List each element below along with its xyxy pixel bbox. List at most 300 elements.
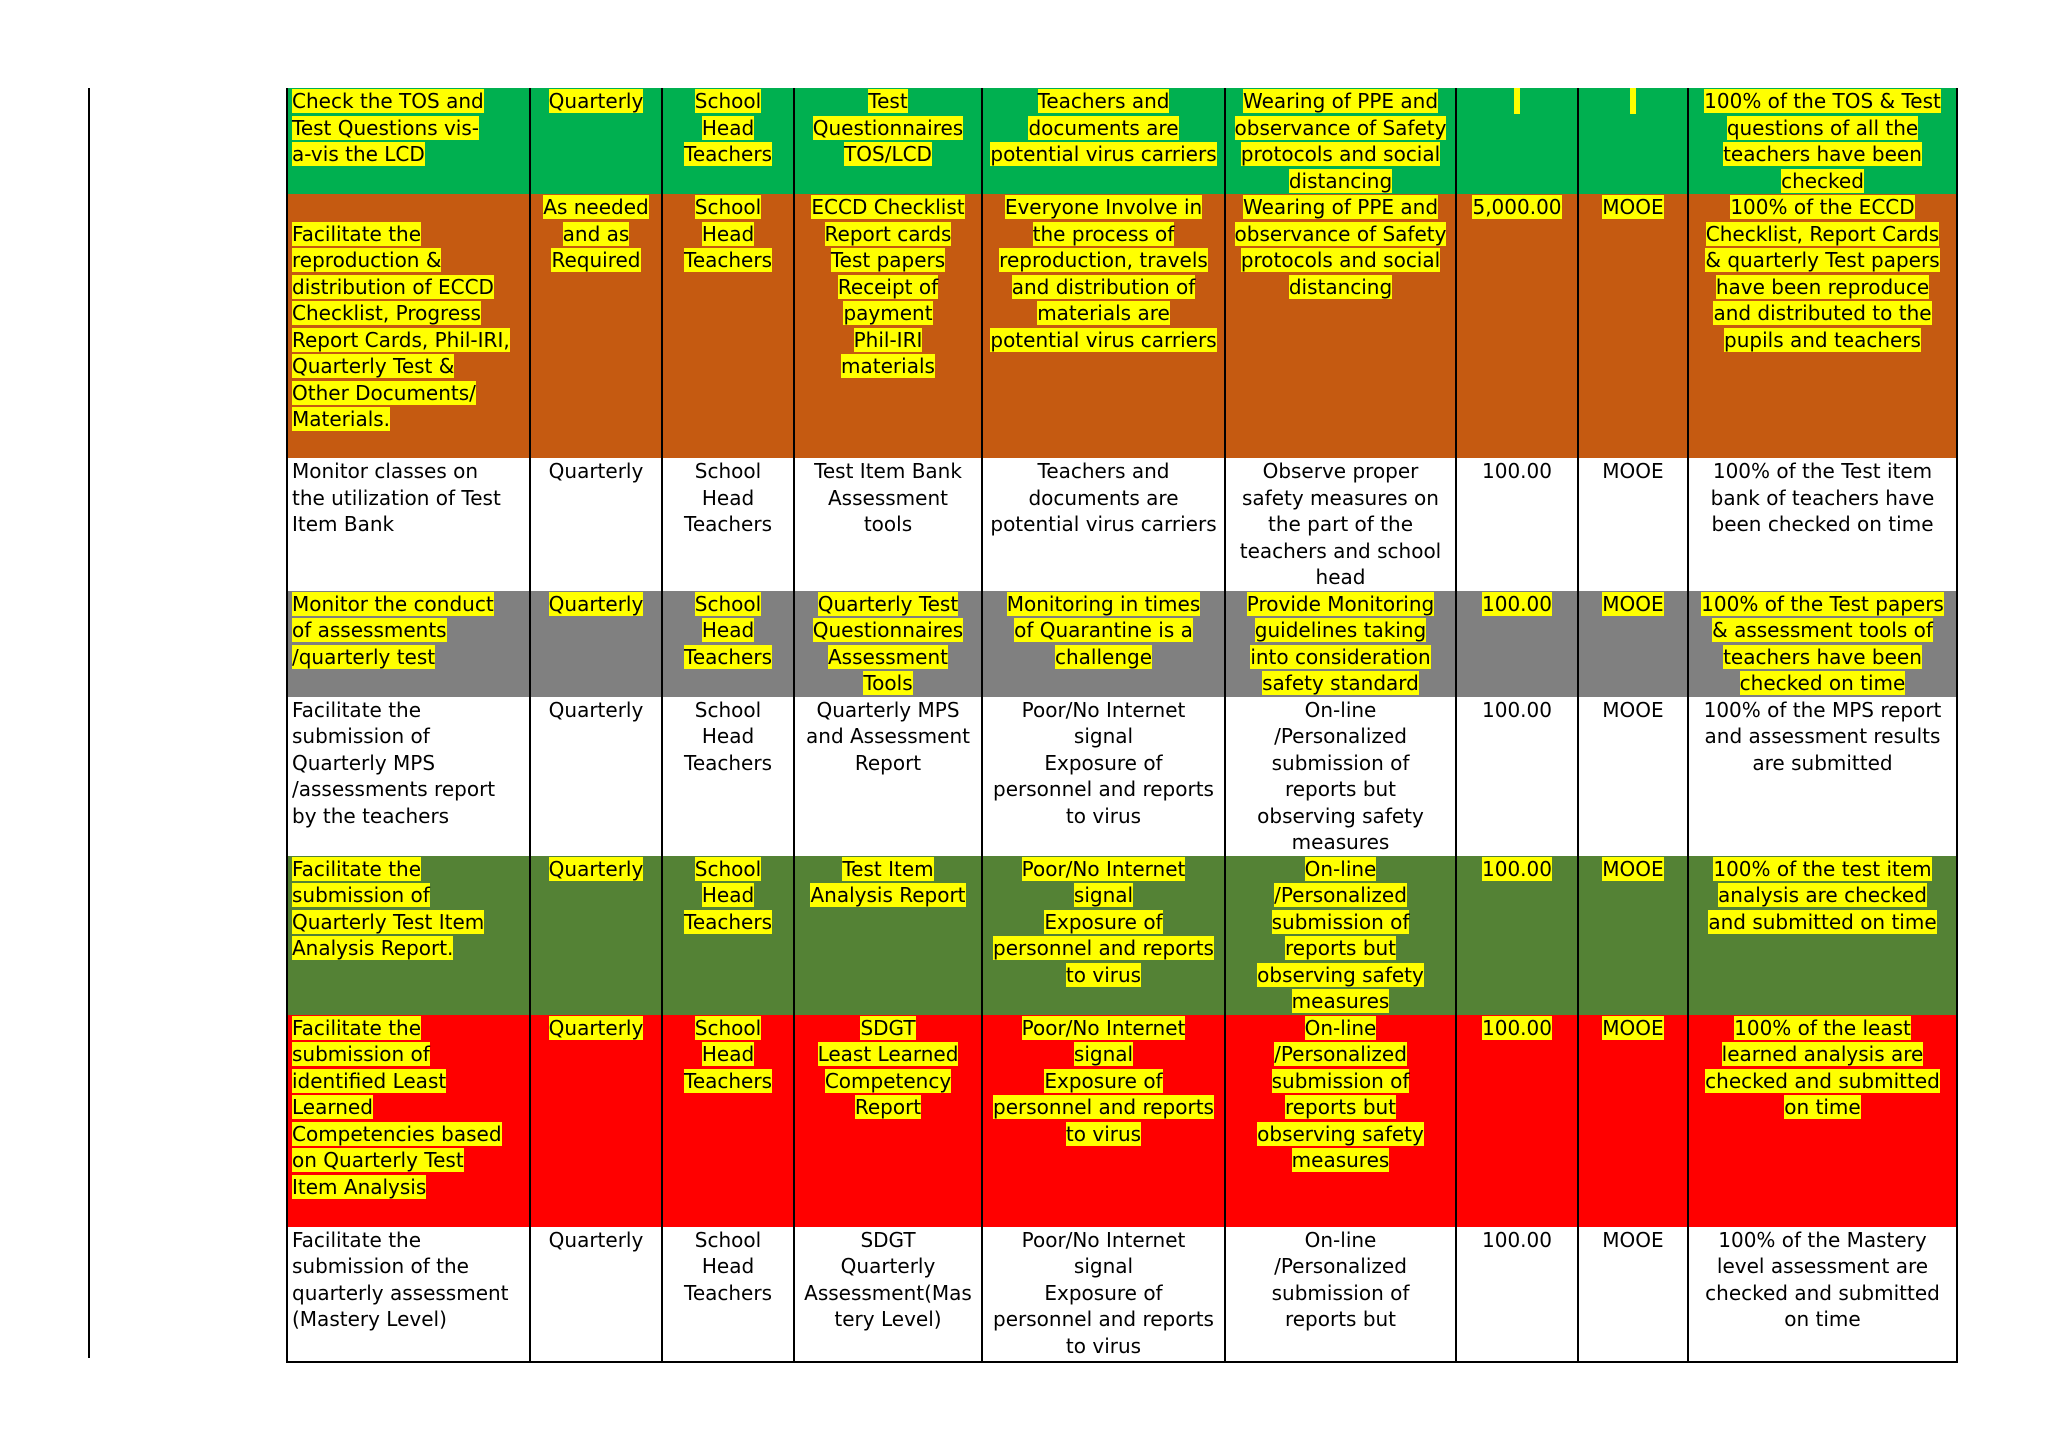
cell-line (987, 909, 1220, 936)
cell-text: /Personalized (1274, 883, 1407, 907)
cell-line (292, 591, 525, 618)
cell-text: On-line (1304, 697, 1377, 722)
cell-text: Quarterly (548, 1227, 644, 1252)
cell-line (1693, 115, 1952, 142)
persons-involved-cell (662, 591, 794, 697)
cell-text: MOOE (1602, 459, 1664, 483)
fund-source-cell (1578, 591, 1688, 697)
cell-line (1230, 1253, 1451, 1280)
cell-line (987, 882, 1220, 909)
cell-line (1693, 1094, 1952, 1121)
cell-line (1230, 882, 1451, 909)
cell-line (292, 300, 525, 327)
cell-line (1693, 1253, 1952, 1280)
cell-text (292, 195, 298, 219)
cell-text: measures (1291, 830, 1390, 854)
cell-line (799, 882, 977, 909)
cell-line (1230, 141, 1451, 168)
risk-cell (982, 458, 1225, 591)
fund-source-cell (1578, 88, 1688, 194)
cell-line (1693, 644, 1952, 671)
cell-line (1230, 1306, 1451, 1333)
persons-involved-cell (662, 88, 794, 194)
cell-line (535, 458, 657, 485)
table-row (287, 458, 1957, 591)
cell-line (799, 856, 977, 883)
cell-text: Poor/No Internet (1021, 697, 1186, 722)
cell-line (987, 115, 1220, 142)
cell-text: 100% of the Test papers (1701, 591, 1944, 616)
cell-line (799, 723, 977, 750)
fund-source-cell (1578, 1227, 1688, 1362)
cell-line (1230, 168, 1451, 195)
cell-text: MOOE (1602, 856, 1664, 881)
cell-text: head (1315, 565, 1366, 589)
cell-line (667, 88, 789, 115)
cell-line (799, 1068, 977, 1095)
cell-text: Everyone Involve in (1004, 195, 1203, 219)
cell-line (1230, 723, 1451, 750)
cell-line (1230, 538, 1451, 565)
cell-text: 100% of the Test item (1712, 459, 1933, 483)
cell-line (667, 247, 789, 274)
budget-cell (1456, 88, 1578, 194)
cell-text: Checklist, Report Cards (1705, 221, 1940, 246)
cell-line (667, 511, 789, 538)
cell-line (292, 221, 525, 248)
cell-text: Other Documents/ (292, 380, 476, 405)
cell-line (292, 803, 525, 830)
cell-line (1583, 856, 1683, 883)
cell-line (1461, 194, 1573, 221)
cell-text: Analysis Report (810, 883, 966, 907)
activity-cell (287, 1227, 530, 1362)
budget-cell (1456, 856, 1578, 1015)
cell-line (292, 406, 525, 433)
cell-line (292, 697, 525, 724)
cell-text: School (694, 591, 762, 616)
cell-text: & assessment tools of (1712, 618, 1933, 642)
cell-text: Teachers (684, 909, 772, 934)
cell-line (799, 247, 977, 274)
cell-text: personnel and reports (993, 777, 1214, 801)
fund-source-cell (1578, 697, 1688, 856)
cell-text: Questionnaires (812, 618, 964, 642)
cell-line (667, 458, 789, 485)
cell-line (1693, 88, 1952, 115)
persons-involved-cell (662, 194, 794, 458)
cell-line (987, 141, 1220, 168)
cell-text: analysis are checked (1718, 883, 1927, 907)
cell-text: submission of (1271, 1280, 1410, 1305)
cell-line (987, 1227, 1220, 1254)
cell-text: submission of (1271, 1068, 1410, 1093)
cell-line (1693, 141, 1952, 168)
cell-text: 100% of the least (1734, 1015, 1911, 1040)
mitigation-cell (1225, 88, 1456, 194)
cell-line (667, 485, 789, 512)
cell-line (535, 1227, 657, 1254)
cell-line (292, 458, 525, 485)
cell-line (987, 1333, 1220, 1360)
success-indicator-cell (1688, 856, 1957, 1015)
cell-text: measures (1291, 989, 1390, 1013)
risk-cell (982, 591, 1225, 697)
cell-text: 100% of the Mastery (1718, 1227, 1927, 1252)
cell-text: the part of the (1267, 512, 1413, 536)
cell-text: observing safety (1257, 1121, 1424, 1146)
cell-line (799, 274, 977, 301)
table-row (287, 856, 1957, 1015)
cell-line (987, 962, 1220, 989)
cell-line (292, 750, 525, 777)
cell-text: & quarterly Test papers (1705, 248, 1940, 272)
cell-text: payment (843, 301, 933, 325)
cell-line (799, 327, 977, 354)
resources-cell (794, 856, 982, 1015)
cell-line (799, 141, 977, 168)
cell-line (1693, 617, 1952, 644)
cell-line (1693, 327, 1952, 354)
cell-line (1230, 88, 1451, 115)
cell-text: Exposure of (1044, 909, 1163, 934)
cell-text: level assessment are (1716, 1254, 1929, 1278)
cell-line (1461, 1015, 1573, 1042)
cell-text: submission of (292, 1042, 430, 1066)
cell-line (292, 141, 525, 168)
cell-text: Head (701, 724, 755, 748)
success-indicator-cell (1688, 458, 1957, 591)
cell-line (799, 591, 977, 618)
success-indicator-cell (1688, 1227, 1957, 1362)
cell-text: Head (701, 618, 755, 642)
table-row (287, 1227, 1957, 1362)
cell-text: Test (868, 89, 908, 113)
cell-line (667, 856, 789, 883)
cell-line (799, 750, 977, 777)
cell-line (987, 591, 1220, 618)
cell-text: Least Learned (817, 1042, 959, 1066)
cell-text: to virus (1065, 1121, 1142, 1146)
cell-line (987, 723, 1220, 750)
cell-line (1230, 750, 1451, 777)
cell-line (1693, 750, 1952, 777)
cell-text: Teachers (684, 248, 772, 272)
risk-cell (982, 856, 1225, 1015)
cell-text: checked and submitted (1705, 1068, 1940, 1093)
mitigation-cell (1225, 194, 1456, 458)
cell-text: Facilitate the (292, 221, 422, 246)
fund-source-cell (1578, 194, 1688, 458)
mitigation-cell (1225, 458, 1456, 591)
cell-text: submission of (1271, 909, 1410, 934)
cell-text: reports but (1284, 936, 1397, 960)
cell-text: SDGT (860, 1227, 916, 1252)
cell-text: 100% of the ECCD (1730, 195, 1915, 219)
cell-line (1693, 247, 1952, 274)
cell-text: Quarterly (548, 89, 644, 113)
cell-line (535, 194, 657, 221)
activity-cell (287, 458, 530, 591)
cell-text: Facilitate the (292, 1227, 422, 1252)
cell-line (987, 247, 1220, 274)
cell-line (292, 115, 525, 142)
cell-text: School (694, 89, 762, 113)
budget-cell (1456, 194, 1578, 458)
cell-text: On-line (1304, 856, 1377, 881)
cell-line (1230, 856, 1451, 883)
cell-line (667, 644, 789, 671)
cell-text: quarterly assessment (292, 1280, 509, 1305)
cell-text: Head (701, 1254, 755, 1278)
cell-line (1583, 1015, 1683, 1042)
cell-line (1693, 882, 1952, 909)
cell-line (1230, 1015, 1451, 1042)
cell-text: Facilitate the (292, 856, 422, 881)
cell-line (292, 1094, 525, 1121)
cell-line (667, 1227, 789, 1254)
resources-cell (794, 591, 982, 697)
cell-text: School (694, 697, 762, 722)
cell-text: Checklist, Progress (292, 301, 481, 325)
time-frame-cell (530, 697, 662, 856)
persons-involved-cell (662, 856, 794, 1015)
cell-text: MOOE (1602, 1015, 1664, 1040)
cell-text: observing safety (1257, 962, 1424, 987)
cell-line (987, 1306, 1220, 1333)
cell-line (1230, 1094, 1451, 1121)
cell-text: School (694, 1015, 762, 1040)
cell-line (1693, 274, 1952, 301)
risk-cell (982, 697, 1225, 856)
budget-cell (1456, 697, 1578, 856)
cell-line (292, 776, 525, 803)
table-row (287, 591, 1957, 697)
cell-line (292, 194, 525, 221)
cell-text: Report Cards, Phil-IRI, (292, 327, 510, 352)
cell-line (1230, 1068, 1451, 1095)
time-frame-cell (530, 194, 662, 458)
cell-text: Assessment (828, 644, 948, 669)
cell-line (292, 935, 525, 962)
cell-line (799, 458, 977, 485)
cell-line (535, 221, 657, 248)
activity-cell (287, 194, 530, 458)
cell-line (667, 591, 789, 618)
cell-line (667, 617, 789, 644)
cell-text: 5,000.00 (1472, 195, 1562, 219)
cell-line (987, 803, 1220, 830)
cell-line (535, 1015, 657, 1042)
cell-text: of assessments (292, 618, 447, 642)
cell-line (987, 1068, 1220, 1095)
cell-text: Head (701, 1042, 755, 1066)
cell-text: Item Analysis (292, 1174, 427, 1199)
cell-line (987, 511, 1220, 538)
cell-text: Facilitate the (292, 697, 422, 722)
cell-line (799, 1227, 977, 1254)
cell-line (667, 1015, 789, 1042)
cell-line (667, 909, 789, 936)
mitigation-cell (1225, 1015, 1456, 1227)
cell-line (1230, 617, 1451, 644)
resources-cell (794, 458, 982, 591)
cell-text: Observe proper (1262, 459, 1419, 483)
cell-text: Quarterly Test & (292, 354, 455, 378)
cell-text: Exposure of (1044, 1280, 1163, 1305)
cell-text: teachers and school (1239, 538, 1442, 563)
cell-line (292, 617, 525, 644)
left-margin-rule (88, 88, 90, 1358)
cell-text: distancing (1288, 168, 1393, 193)
cell-text: MOOE (1602, 1227, 1664, 1252)
mitigation-cell (1225, 591, 1456, 697)
cell-text: reports but (1284, 1095, 1397, 1119)
cell-text: observing safety (1257, 803, 1424, 828)
cell-line (799, 115, 977, 142)
cell-line (1693, 1227, 1952, 1254)
cell-line (987, 697, 1220, 724)
mitigation-cell (1225, 1227, 1456, 1362)
cell-line (987, 1094, 1220, 1121)
cell-line (535, 88, 657, 115)
cell-text: On-line (1304, 1227, 1377, 1252)
cell-text: the utilization of Test (292, 485, 501, 510)
cell-line (987, 1015, 1220, 1042)
cell-line (667, 1280, 789, 1307)
success-indicator-cell (1688, 1015, 1957, 1227)
cell-text: Poor/No Internet (1021, 1015, 1186, 1040)
cell-text: signal (1073, 724, 1134, 748)
cell-text: potential virus carriers (990, 327, 1217, 352)
cell-line (1230, 1041, 1451, 1068)
cell-text: been checked on time (1711, 512, 1934, 536)
cell-text: School (694, 195, 762, 219)
cell-text: documents are (1028, 485, 1179, 510)
cell-text: Wearing of PPE and (1242, 195, 1439, 219)
cell-line (799, 1306, 977, 1333)
cell-text: Exposure of (1044, 1068, 1163, 1093)
cell-line (799, 194, 977, 221)
risk-cell (982, 1015, 1225, 1227)
cell-line (799, 697, 977, 724)
cell-line (292, 380, 525, 407)
persons-involved-cell (662, 458, 794, 591)
cell-line (1230, 670, 1451, 697)
cell-text: Quarterly (548, 1015, 644, 1040)
cell-text: Head (701, 221, 755, 246)
budget-cell (1456, 1227, 1578, 1362)
cell-text: /quarterly test (292, 644, 436, 669)
cell-text: tery Level) (834, 1307, 942, 1331)
time-frame-cell (530, 458, 662, 591)
cell-line (1693, 485, 1952, 512)
cell-text: Head (701, 115, 755, 140)
success-indicator-cell (1688, 88, 1957, 194)
cell-text: submission of the (292, 1254, 469, 1278)
cell-text: personnel and reports (993, 1307, 1214, 1331)
success-indicator-cell (1688, 194, 1957, 458)
cell-text: Item Bank (292, 512, 395, 536)
cell-text: to virus (1065, 1333, 1142, 1358)
cell-line (799, 1041, 977, 1068)
cell-text: and distribution of (1011, 274, 1196, 299)
cell-line (1583, 697, 1683, 724)
cell-line (987, 617, 1220, 644)
cell-text: into consideration (1250, 644, 1431, 669)
cell-text: observance of Safety (1234, 221, 1447, 246)
cell-text: Monitoring in times (1006, 591, 1201, 616)
cell-line (1230, 909, 1451, 936)
cell-line (987, 327, 1220, 354)
cell-line (799, 353, 977, 380)
cell-text: Monitor classes on (292, 459, 479, 483)
cell-line (667, 1041, 789, 1068)
cell-text: potential virus carriers (990, 512, 1217, 536)
table-row (287, 697, 1957, 856)
cell-line (1693, 697, 1952, 724)
highlight-mark (1630, 88, 1636, 114)
cell-text: teachers have been (1723, 142, 1922, 166)
cell-text: submission of (1271, 750, 1410, 775)
cell-text: Report (854, 1095, 922, 1119)
cell-text: 100.00 (1482, 1227, 1552, 1252)
cell-line (292, 1306, 525, 1333)
cell-text: Teachers (684, 1280, 772, 1305)
cell-line (1583, 458, 1683, 485)
cell-line (292, 511, 525, 538)
cell-line (799, 1094, 977, 1121)
cell-line (292, 327, 525, 354)
cell-line (987, 458, 1220, 485)
cell-line (535, 856, 657, 883)
cell-line (667, 750, 789, 777)
cell-line (1693, 1306, 1952, 1333)
cell-line (1461, 1227, 1573, 1254)
cell-line (292, 1253, 525, 1280)
cell-text: Materials. (292, 407, 391, 431)
cell-line (1230, 935, 1451, 962)
cell-line (1693, 511, 1952, 538)
cell-line (1230, 485, 1451, 512)
cell-text: Quarterly (548, 591, 644, 616)
cell-line (1230, 829, 1451, 856)
cell-text: questions of all the (1726, 115, 1919, 140)
risk-cell (982, 194, 1225, 458)
budget-cell (1456, 458, 1578, 591)
cell-line (1693, 909, 1952, 936)
cell-line (1583, 1227, 1683, 1254)
cell-text: signal (1073, 1042, 1134, 1066)
cell-text: of Quarantine is a (1014, 618, 1193, 642)
cell-text: to virus (1065, 962, 1142, 987)
cell-line (535, 247, 657, 274)
cell-text: Facilitate the (292, 1015, 422, 1040)
cell-text: identified Least (292, 1068, 447, 1093)
activity-cell (287, 591, 530, 697)
cell-line (292, 1280, 525, 1307)
activity-cell (287, 856, 530, 1015)
cell-text: MOOE (1602, 697, 1664, 722)
activity-cell (287, 697, 530, 856)
cell-text: Head (701, 485, 755, 510)
cell-text: challenge (1054, 644, 1153, 669)
cell-line (667, 141, 789, 168)
cell-line (292, 909, 525, 936)
cell-text: Monitor the conduct (292, 591, 494, 616)
cell-line (1230, 1227, 1451, 1254)
cell-text: School (694, 856, 762, 881)
